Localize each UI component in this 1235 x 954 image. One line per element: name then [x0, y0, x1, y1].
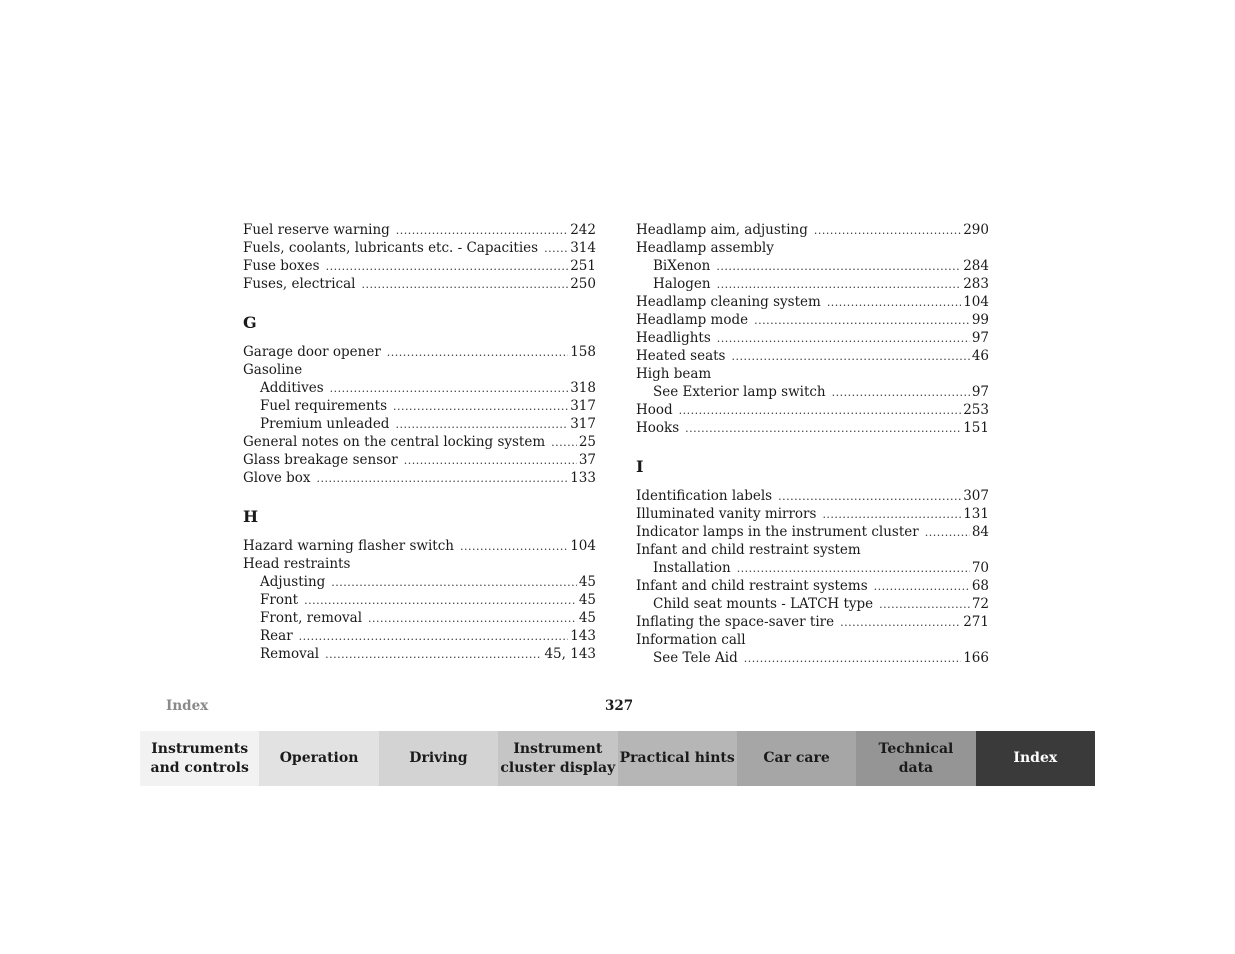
index-entry — [636, 347, 989, 365]
index-entry-page: 25 — [578, 434, 596, 450]
dot-leader — [754, 312, 970, 330]
index-entry — [636, 275, 989, 293]
index-entry — [243, 591, 596, 609]
index-entry — [636, 221, 989, 239]
index-entry-page: 242 — [570, 222, 596, 238]
index-entry-page: 307 — [963, 488, 989, 504]
entry-block-f — [243, 221, 596, 293]
index-entry-page: 72 — [971, 596, 989, 612]
tab-label: Technical data — [878, 740, 954, 776]
section-letter-g: G — [243, 313, 257, 332]
index-entry-page: 46 — [971, 348, 989, 364]
footer-section-label: Index — [166, 698, 209, 714]
tab-label: Driving — [409, 750, 468, 766]
index-entry-term: High beam — [636, 366, 712, 382]
tab-label: Index — [1013, 750, 1058, 766]
index-entry — [243, 433, 596, 451]
dot-leader — [814, 222, 961, 240]
index-entry-term: Fuel requirements — [260, 398, 388, 414]
section-letter-i: I — [636, 457, 644, 476]
tab-instrument-cluster-display[interactable] — [498, 731, 617, 786]
index-entry — [243, 609, 596, 627]
dot-leader — [778, 488, 961, 506]
index-entry-page: 104 — [963, 294, 989, 310]
index-entry-page: 104 — [570, 538, 596, 554]
index-entry — [636, 383, 989, 401]
index-entry — [636, 401, 989, 419]
index-entry — [243, 451, 596, 469]
index-entry — [636, 505, 989, 523]
index-entry-page: 151 — [963, 420, 989, 436]
index-column-right — [636, 221, 989, 667]
index-entry-term: Headlamp cleaning system — [636, 294, 821, 310]
dot-leader — [679, 402, 962, 420]
dot-leader — [304, 592, 577, 610]
dot-leader — [404, 452, 577, 470]
dot-leader — [299, 628, 569, 646]
tab-label: Car care — [763, 750, 830, 766]
index-entry-page: 45 — [578, 592, 596, 608]
index-entry — [243, 397, 596, 415]
index-entry-page: 253 — [963, 402, 989, 418]
index-entry-page: 37 — [578, 452, 596, 468]
dot-leader — [544, 240, 568, 258]
index-entry-page: 99 — [971, 312, 989, 328]
index-entry-term: Installation — [653, 560, 731, 576]
index-entry-page: 317 — [570, 416, 596, 432]
index-entry-term: Hood — [636, 402, 673, 418]
index-entry-page: 97 — [971, 330, 989, 346]
index-entry-term: Head restraints — [243, 556, 351, 572]
index-entry — [243, 343, 596, 361]
dot-leader — [879, 596, 970, 614]
index-entry-term: Fuel reserve warning — [243, 222, 390, 238]
index-entry-page: 133 — [570, 470, 596, 486]
index-entry — [243, 645, 596, 663]
index-entry — [243, 379, 596, 397]
index-entry-term: Infant and child restraint systems — [636, 578, 868, 594]
index-entry — [636, 523, 989, 541]
index-entry-page: 290 — [963, 222, 989, 238]
dot-leader — [685, 420, 961, 438]
index-entry-page: 250 — [570, 276, 596, 292]
index-entry-page: 271 — [963, 614, 989, 630]
tab-practical-hints[interactable] — [618, 731, 737, 786]
entry-block-i — [636, 487, 989, 667]
index-entry-term: Headlights — [636, 330, 711, 346]
tab-operation[interactable] — [259, 731, 378, 786]
index-entry-term: See Tele Aid — [653, 650, 738, 666]
entry-block-h-continued — [636, 221, 989, 437]
index-entry — [636, 631, 989, 649]
index-entry-term: Indicator lamps in the instrument cluster — [636, 524, 919, 540]
index-entry-term: Hooks — [636, 420, 680, 436]
index-entry-page: 45 — [578, 574, 596, 590]
index-entry — [636, 487, 989, 505]
index-entry-page: 166 — [963, 650, 989, 666]
index-entry — [636, 329, 989, 347]
index-column-left — [243, 221, 596, 663]
index-entry — [243, 537, 596, 555]
dot-leader — [326, 258, 569, 276]
index-entry-term: Premium unleaded — [260, 416, 390, 432]
index-entry — [636, 365, 989, 383]
index-entry-term: BiXenon — [653, 258, 711, 274]
index-entry-page: 70 — [971, 560, 989, 576]
index-entry-page: 284 — [963, 258, 989, 274]
index-entry — [636, 559, 989, 577]
index-entry-page: 251 — [570, 258, 596, 274]
index-entry-term: General notes on the central locking system — [243, 434, 546, 450]
dot-leader — [330, 380, 569, 398]
index-entry-page: 283 — [963, 276, 989, 292]
dot-leader — [717, 276, 962, 294]
index-entry-page: 97 — [971, 384, 989, 400]
tab-index[interactable] — [976, 731, 1095, 786]
index-entry-term: Gasoline — [243, 362, 303, 378]
index-entry-term: Hazard warning flasher switch — [243, 538, 454, 554]
dot-leader — [717, 330, 970, 348]
dot-leader — [331, 574, 577, 592]
index-entry — [636, 257, 989, 275]
dot-leader — [925, 524, 970, 542]
index-entry-term: Additives — [260, 380, 324, 396]
dot-leader — [551, 434, 577, 452]
index-entry — [636, 239, 989, 257]
tab-label: Practical hints — [619, 750, 735, 766]
dot-leader — [396, 222, 568, 240]
index-entry-term: Heated seats — [636, 348, 726, 364]
index-entry — [243, 555, 596, 573]
tab-car-care[interactable] — [737, 731, 856, 786]
index-entry-page: 318 — [570, 380, 596, 396]
dot-leader — [822, 506, 961, 524]
dot-leader — [840, 614, 961, 632]
dot-leader — [387, 344, 568, 362]
tab-driving[interactable] — [379, 731, 498, 786]
index-entry-term: Glove box — [243, 470, 311, 486]
dot-leader — [395, 416, 568, 434]
dot-leader — [460, 538, 568, 556]
index-entry — [636, 649, 989, 667]
index-entry-term: Rear — [260, 628, 293, 644]
index-entry — [243, 469, 596, 487]
page-number: 327 — [605, 698, 634, 714]
index-entry-page: 45, 143 — [544, 646, 596, 662]
index-entry — [636, 595, 989, 613]
index-entry-term: Front, removal — [260, 610, 363, 626]
index-entry-term: Headlamp aim, adjusting — [636, 222, 808, 238]
dot-leader — [737, 560, 970, 578]
tab-label: Instruments and controls — [150, 740, 249, 776]
index-entry-page: 317 — [570, 398, 596, 414]
index-entry-term: Halogen — [653, 276, 711, 292]
index-entry-term: Inflating the space-saver tire — [636, 614, 835, 630]
index-entry-page: 45 — [578, 610, 596, 626]
entry-block-h — [243, 537, 596, 663]
index-entry-page: 158 — [570, 344, 596, 360]
index-entry — [243, 275, 596, 293]
index-entry — [243, 239, 596, 257]
index-entry-page: 314 — [570, 240, 596, 256]
index-entry-term: Fuses, electrical — [243, 276, 356, 292]
index-entry-page: 131 — [963, 506, 989, 522]
index-entry-term: Front — [260, 592, 299, 608]
index-entry-term: Fuels, coolants, lubricants etc. - Capacities — [243, 240, 539, 256]
dot-leader — [832, 384, 970, 402]
index-entry-term: Garage door opener — [243, 344, 381, 360]
index-entry-page: 143 — [570, 628, 596, 644]
index-entry — [243, 361, 596, 379]
tab-instruments-and-controls[interactable] — [140, 731, 259, 786]
index-entry-term: Glass breakage sensor — [243, 452, 398, 468]
index-entry-term: Removal — [260, 646, 320, 662]
dot-leader — [361, 276, 568, 294]
dot-leader — [874, 578, 970, 596]
dot-leader — [325, 646, 542, 664]
index-entry — [243, 627, 596, 645]
index-entry — [636, 311, 989, 329]
index-entry — [636, 419, 989, 437]
entry-block-g — [243, 343, 596, 487]
index-entry — [636, 577, 989, 595]
tab-label: Operation — [279, 750, 359, 766]
index-entry-term: Headlamp mode — [636, 312, 749, 328]
index-entry-term: Illuminated vanity mirrors — [636, 506, 817, 522]
index-entry — [243, 221, 596, 239]
index-entry-page: 84 — [971, 524, 989, 540]
index-entry-term: Child seat mounts - LATCH type — [653, 596, 874, 612]
dot-leader — [393, 398, 568, 416]
dot-leader — [368, 610, 577, 628]
index-entry-term: Fuse boxes — [243, 258, 320, 274]
index-entry-term: Headlamp assembly — [636, 240, 774, 256]
index-entry-term: Identification labels — [636, 488, 773, 504]
index-entry-term: See Exterior lamp switch — [653, 384, 826, 400]
index-entry-term: Adjusting — [260, 574, 326, 590]
section-letter-h: H — [243, 507, 259, 526]
chapter-tab-bar — [140, 731, 1095, 786]
dot-leader — [731, 348, 969, 366]
index-entry — [243, 415, 596, 433]
index-entry-term: Information call — [636, 632, 746, 648]
dot-leader — [716, 258, 961, 276]
dot-leader — [827, 294, 961, 312]
tab-label: Instrument cluster display — [500, 740, 616, 776]
index-entry — [243, 573, 596, 591]
index-entry — [636, 541, 989, 559]
index-entry-page: 68 — [971, 578, 989, 594]
dot-leader — [317, 470, 569, 488]
index-entry-term: Infant and child restraint system — [636, 542, 861, 558]
index-entry — [636, 293, 989, 311]
dot-leader — [744, 650, 961, 668]
index-entry — [636, 613, 989, 631]
index-entry — [243, 257, 596, 275]
tab-technical-data[interactable] — [856, 731, 975, 786]
